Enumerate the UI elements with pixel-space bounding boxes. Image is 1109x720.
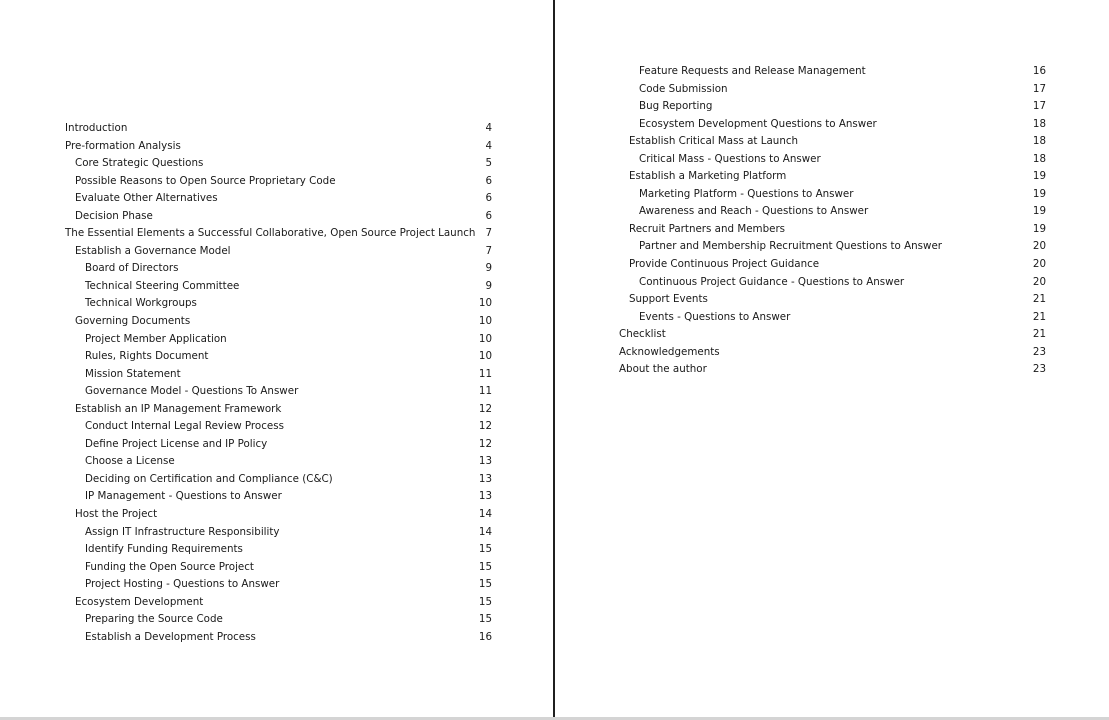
- toc-entry-title: Establish an IP Management Framework: [75, 402, 282, 415]
- toc-entry-title: Establish a Marketing Platform: [629, 170, 787, 183]
- toc-entry[interactable]: [65, 155, 492, 173]
- toc-entry-page-number: 6: [485, 174, 492, 187]
- toc-entry[interactable]: [619, 168, 1046, 186]
- toc-entry-title: Partner and Membership Recruitment Questions to Answer: [639, 240, 943, 253]
- toc-entry-page-number: 19: [1032, 187, 1046, 200]
- toc-entry[interactable]: [65, 243, 492, 261]
- toc-entry[interactable]: [65, 366, 492, 384]
- toc-entry[interactable]: [619, 203, 1046, 221]
- toc-entry[interactable]: [65, 453, 492, 471]
- toc-entry-page-number: 18: [1032, 152, 1046, 165]
- toc-entry-title: Ecosystem Development Questions to Answer: [639, 117, 877, 130]
- toc-entry-page-number: 20: [1032, 258, 1046, 271]
- toc-entry[interactable]: [619, 326, 1046, 344]
- toc-entry-title: The Essential Elements a Successful Collaborative, Open Source Project Launch: [65, 227, 476, 240]
- toc-entry[interactable]: [619, 133, 1046, 151]
- toc-entry-page-number: 17: [1032, 82, 1046, 95]
- table-of-contents-right: [619, 63, 1046, 379]
- toc-entry[interactable]: [65, 138, 492, 156]
- toc-entry-page-number: 23: [1032, 345, 1046, 358]
- toc-entry-page-number: 19: [1032, 205, 1046, 218]
- toc-entry[interactable]: [65, 295, 492, 313]
- toc-entry-page-number: 10: [478, 332, 492, 345]
- toc-entry-page-number: 20: [1032, 275, 1046, 288]
- toc-entry-page-number: 19: [1032, 170, 1046, 183]
- toc-entry-title: Provide Continuous Project Guidance: [629, 258, 820, 271]
- toc-entry-page-number: 11: [478, 385, 492, 398]
- toc-entry[interactable]: [65, 488, 492, 506]
- toc-entry-title: Rules, Rights Document: [85, 350, 209, 363]
- toc-entry[interactable]: [65, 383, 492, 401]
- toc-entry-page-number: 13: [478, 490, 492, 503]
- toc-entry-title: Funding the Open Source Project: [85, 560, 254, 573]
- toc-entry-title: Host the Project: [75, 508, 158, 521]
- toc-entry-page-number: 14: [478, 508, 492, 521]
- toc-entry-page-number: 16: [478, 630, 492, 643]
- toc-entry-title: Recruit Partners and Members: [629, 222, 786, 235]
- toc-entry[interactable]: [619, 221, 1046, 239]
- toc-entry-title: Pre-formation Analysis: [65, 139, 181, 152]
- toc-entry-page-number: 6: [485, 192, 492, 205]
- toc-entry[interactable]: [65, 524, 492, 542]
- toc-entry-page-number: 21: [1032, 310, 1046, 323]
- toc-entry[interactable]: [65, 541, 492, 559]
- toc-entry-title: Introduction: [65, 122, 128, 134]
- toc-entry[interactable]: [65, 313, 492, 331]
- toc-entry-page-number: 4: [485, 139, 492, 152]
- toc-entry-title: Define Project License and IP Policy: [85, 437, 268, 450]
- toc-entry[interactable]: [65, 471, 492, 489]
- toc-entry-page-number: 16: [1032, 65, 1046, 77]
- toc-entry-page-number: 12: [478, 437, 492, 450]
- toc-entry[interactable]: [65, 559, 492, 577]
- toc-entry-title: Possible Reasons to Open Source Proprietary Code: [75, 174, 336, 187]
- toc-entry-page-number: 15: [478, 578, 492, 591]
- right-page: [555, 0, 1109, 717]
- toc-entry-title: Establish a Governance Model: [75, 244, 231, 257]
- toc-entry-title: IP Management - Questions to Answer: [85, 490, 282, 503]
- toc-entry-title: Technical Workgroups: [85, 297, 197, 310]
- toc-entry-title: Ecosystem Development: [75, 595, 204, 608]
- toc-entry[interactable]: [65, 418, 492, 436]
- toc-entry-page-number: 12: [478, 420, 492, 433]
- toc-entry-page-number: 21: [1032, 328, 1046, 341]
- toc-entry-title: Events - Questions to Answer: [639, 310, 791, 323]
- toc-entry-title: Assign IT Infrastructure Responsibility: [85, 525, 280, 538]
- toc-entry[interactable]: [65, 225, 492, 243]
- toc-entry-title: Governance Model - Questions To Answer: [85, 385, 299, 398]
- toc-entry[interactable]: [619, 256, 1046, 274]
- toc-entry[interactable]: [65, 190, 492, 208]
- toc-entry-title: Feature Requests and Release Management: [639, 65, 866, 77]
- toc-entry-title: Awareness and Reach - Questions to Answer: [639, 205, 869, 218]
- toc-entry-title: Core Strategic Questions: [75, 157, 204, 170]
- toc-entry[interactable]: [65, 120, 492, 138]
- toc-entry-title: Conduct Internal Legal Review Process: [85, 420, 284, 433]
- toc-entry-page-number: 15: [478, 613, 492, 626]
- toc-entry[interactable]: [65, 629, 492, 647]
- toc-entry-page-number: 23: [1032, 363, 1046, 376]
- toc-entry-page-number: 20: [1032, 240, 1046, 253]
- toc-entry-title: Board of Directors: [85, 262, 179, 275]
- toc-entry-page-number: 4: [485, 122, 492, 134]
- toc-entry-page-number: 7: [485, 227, 492, 240]
- toc-entry[interactable]: [65, 278, 492, 296]
- toc-entry-page-number: 6: [485, 209, 492, 222]
- toc-entry-page-number: 17: [1032, 100, 1046, 113]
- toc-entry[interactable]: [619, 361, 1046, 379]
- left-page: [0, 0, 553, 717]
- toc-entry-page-number: 7: [485, 244, 492, 257]
- toc-entry[interactable]: [65, 331, 492, 349]
- toc-entry-title: Establish Critical Mass at Launch: [629, 135, 799, 148]
- toc-entry[interactable]: [65, 611, 492, 629]
- toc-entry[interactable]: [619, 116, 1046, 134]
- toc-entry-title: Establish a Development Process: [85, 630, 256, 643]
- toc-entry[interactable]: [619, 98, 1046, 116]
- toc-entry[interactable]: [65, 506, 492, 524]
- toc-entry[interactable]: [619, 63, 1046, 81]
- toc-entry-page-number: 18: [1032, 117, 1046, 130]
- toc-entry-page-number: 13: [478, 455, 492, 468]
- toc-entry[interactable]: [65, 436, 492, 454]
- toc-entry-title: About the author: [619, 363, 707, 376]
- toc-entry[interactable]: [619, 238, 1046, 256]
- toc-entry-title: Critical Mass - Questions to Answer: [639, 152, 821, 165]
- toc-entry-title: Support Events: [629, 293, 708, 306]
- toc-entry-page-number: 13: [478, 472, 492, 485]
- toc-entry-page-number: 5: [485, 157, 492, 170]
- toc-entry[interactable]: [619, 309, 1046, 327]
- toc-entry-page-number: 10: [478, 350, 492, 363]
- toc-entry-title: Marketing Platform - Questions to Answer: [639, 187, 854, 200]
- toc-entry[interactable]: [65, 576, 492, 594]
- toc-entry[interactable]: [619, 291, 1046, 309]
- toc-entry-page-number: 12: [478, 402, 492, 415]
- toc-entry[interactable]: [619, 186, 1046, 204]
- toc-entry-title: Governing Documents: [75, 315, 191, 328]
- toc-entry-title: Continuous Project Guidance - Questions to Answer: [639, 275, 905, 288]
- toc-entry-title: Project Hosting - Questions to Answer: [85, 578, 280, 591]
- toc-entry[interactable]: [619, 81, 1046, 99]
- toc-entry-page-number: 10: [478, 297, 492, 310]
- toc-entry-page-number: 9: [485, 262, 492, 275]
- toc-entry[interactable]: [65, 260, 492, 278]
- toc-entry[interactable]: [65, 401, 492, 419]
- toc-entry-title: Evaluate Other Alternatives: [75, 192, 218, 205]
- toc-entry[interactable]: [65, 594, 492, 612]
- toc-entry-page-number: 10: [478, 315, 492, 328]
- toc-entry-page-number: 11: [478, 367, 492, 380]
- toc-entry[interactable]: [619, 274, 1046, 292]
- toc-entry-page-number: 15: [478, 595, 492, 608]
- toc-entry-title: Decision Phase: [75, 209, 153, 222]
- toc-entry-page-number: 18: [1032, 135, 1046, 148]
- toc-entry[interactable]: [65, 208, 492, 226]
- toc-entry-title: Choose a License: [85, 455, 175, 468]
- toc-entry-title: Mission Statement: [85, 367, 181, 380]
- toc-entry-page-number: 15: [478, 543, 492, 556]
- toc-entry-page-number: 19: [1032, 222, 1046, 235]
- toc-entry-title: Deciding on Certification and Compliance (C&C): [85, 472, 333, 485]
- toc-entry-title: Preparing the Source Code: [85, 613, 223, 626]
- toc-entry[interactable]: [65, 173, 492, 191]
- toc-entry-title: Identify Funding Requirements: [85, 543, 243, 556]
- toc-entry-page-number: 15: [478, 560, 492, 573]
- toc-entry[interactable]: [619, 151, 1046, 169]
- toc-entry[interactable]: [65, 348, 492, 366]
- toc-entry-title: Bug Reporting: [639, 100, 713, 113]
- toc-entry-title: Project Member Application: [85, 332, 227, 345]
- toc-entry-title: Checklist: [619, 328, 666, 341]
- toc-entry-page-number: 9: [485, 279, 492, 292]
- toc-entry-page-number: 14: [478, 525, 492, 538]
- toc-entry[interactable]: [619, 344, 1046, 362]
- toc-entry-title: Technical Steering Committee: [85, 279, 240, 292]
- table-of-contents-left: [65, 120, 492, 646]
- toc-entry-title: Code Submission: [639, 82, 728, 95]
- toc-entry-title: Acknowledgements: [619, 345, 720, 358]
- toc-entry-page-number: 21: [1032, 293, 1046, 306]
